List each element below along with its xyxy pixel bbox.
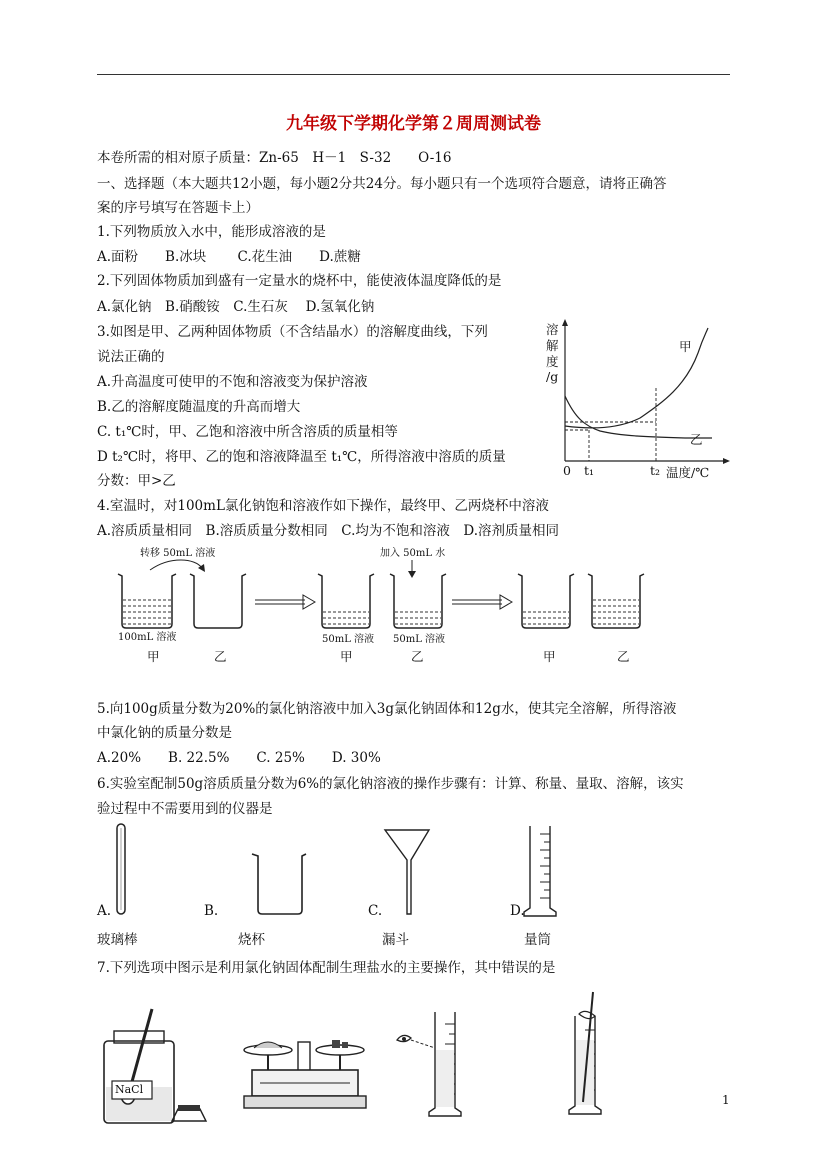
dissolving-figure (565, 990, 615, 1118)
q4-jia-2: 甲 (340, 649, 353, 664)
q3-option-d-2: 分数：甲>乙 (97, 473, 176, 489)
graph-xlabel: 温度/℃ (666, 465, 710, 480)
q4-yi-3: 乙 (617, 649, 630, 664)
graph-ylabel-1: 溶 (546, 322, 559, 337)
q4-yi-1: 乙 (214, 649, 227, 664)
q5-stem-2: 中氯化钠的质量分数是 (97, 725, 232, 741)
glass-rod-figure (112, 822, 132, 917)
q3-option-d-1: D t₂℃时，将甲、乙的饱和溶液降温至 t₁℃，所得溶液中溶质的质量 (97, 449, 506, 465)
reading-cylinder-figure (395, 1010, 465, 1120)
graph-t1: t₁ (584, 463, 595, 478)
q4-options: A.溶质质量相同 B.溶质质量分数相同 C.均为不饱和溶液 D.溶剂质量相同 (97, 523, 560, 539)
q6-name-c: 漏斗 (382, 932, 409, 948)
funnel-figure (383, 828, 433, 918)
q5-stem-1: 5.向100g质量分数为20%的氯化钠溶液中加入3g氯化钠固体和12g水，使其完全溶解，所得溶液 (97, 701, 677, 717)
graph-ylabel-4: /g (546, 369, 559, 384)
q1-options: A.面粉 B.冰块 C.花生油 D.蔗糖 (97, 249, 361, 265)
q2-options: A.氯化钠 B.硝酸铵 C.生石灰 D.氢氧化钠 (97, 299, 375, 315)
q3-option-b: B.乙的溶解度随温度的升高而增大 (97, 399, 301, 415)
q7-stem: 7.下列选项中图示是利用氯化钠固体配制生理盐水的主要操作，其中错误的是 (97, 960, 556, 976)
graph-ylabel-2: 解 (546, 338, 559, 353)
q1-stem: 1.下列物质放入水中，能形成溶液的是 (97, 224, 326, 240)
q4-transfer-label: 转移 50mL 溶液 (140, 548, 216, 559)
q4-stem: 4.室温时，对100mL氯化钠饱和溶液作如下操作，最终甲、乙两烧杯中溶液 (97, 498, 549, 514)
q6-name-b: 烧杯 (238, 932, 265, 948)
solubility-graph (540, 318, 730, 483)
q4-jia-1: 甲 (147, 649, 160, 664)
graph-curve-label-jia: 甲 (679, 339, 692, 354)
q4-add-water-label: 加入 50mL 水 (380, 548, 446, 559)
q4-yi-2: 乙 (411, 649, 424, 664)
q4-sol50b-label: 50mL 溶液 (393, 634, 446, 645)
q5-options: A.20% B. 22.5% C. 25% D. 30% (97, 750, 381, 766)
section-instructions-1: 一、选择题（本大题共12小题，每小题2分共24分。每小题只有一个选项符合题意，请将正确答 (97, 176, 667, 192)
q6-letter-d: D. (510, 903, 525, 919)
atomic-masses: 本卷所需的相对原子质量：Zn-65 H－1 S-32 O-16 (97, 150, 452, 166)
q4-jia-3: 甲 (543, 649, 556, 664)
q3-stem-2: 说法正确的 (97, 349, 165, 365)
q3-option-a: A.升高温度可使甲的不饱和溶液变为保护溶液 (97, 374, 368, 390)
q6-stem-1: 6.实验室配制50g溶质质量分数为6%的氯化钠溶液的操作步骤有：计算、称量、量取、溶解，该实 (97, 776, 684, 792)
q4-beakers-figure (110, 548, 670, 648)
page-number: 1 (722, 1093, 730, 1107)
graph-curve-label-yi: 乙 (690, 432, 703, 447)
balance-figure (240, 1028, 370, 1113)
q6-letter-a: A. (97, 903, 112, 919)
graph-ylabel-3: 度 (546, 354, 559, 369)
graduated-cylinder-figure (520, 824, 560, 919)
q4-sol50a-label: 50mL 溶液 (322, 634, 375, 645)
q6-stem-2: 验过程中不需要用到的仪器是 (97, 801, 273, 817)
graph-origin: 0 (563, 463, 571, 478)
q6-letter-c: C. (368, 903, 383, 919)
header-rule (97, 74, 730, 75)
q2-stem: 2.下列固体物质加到盛有一定量水的烧杯中，能使液体温度降低的是 (97, 273, 502, 289)
q3-stem-1: 3.如图是甲、乙两种固体物质（不含结晶水）的溶解度曲线，下列 (97, 324, 488, 340)
graph-t2: t₂ (650, 463, 661, 478)
q6-letter-b: B. (204, 903, 219, 919)
page-title: 九年级下学期化学第２周周测试卷 (286, 114, 541, 134)
nacl-label: NaCl (115, 1083, 144, 1096)
q4-sol100-label: 100mL 溶液 (118, 632, 177, 643)
nacl-bottle-figure (100, 1005, 220, 1125)
q3-option-c: C. t₁℃时，甲、乙饱和溶液中所含溶质的质量相等 (97, 424, 398, 440)
q6-name-d: 量筒 (524, 932, 551, 948)
q6-name-a: 玻璃棒 (97, 932, 138, 948)
beaker-figure (250, 850, 310, 918)
section-instructions-2: 案的序号填写在答题卡上） (97, 200, 259, 216)
